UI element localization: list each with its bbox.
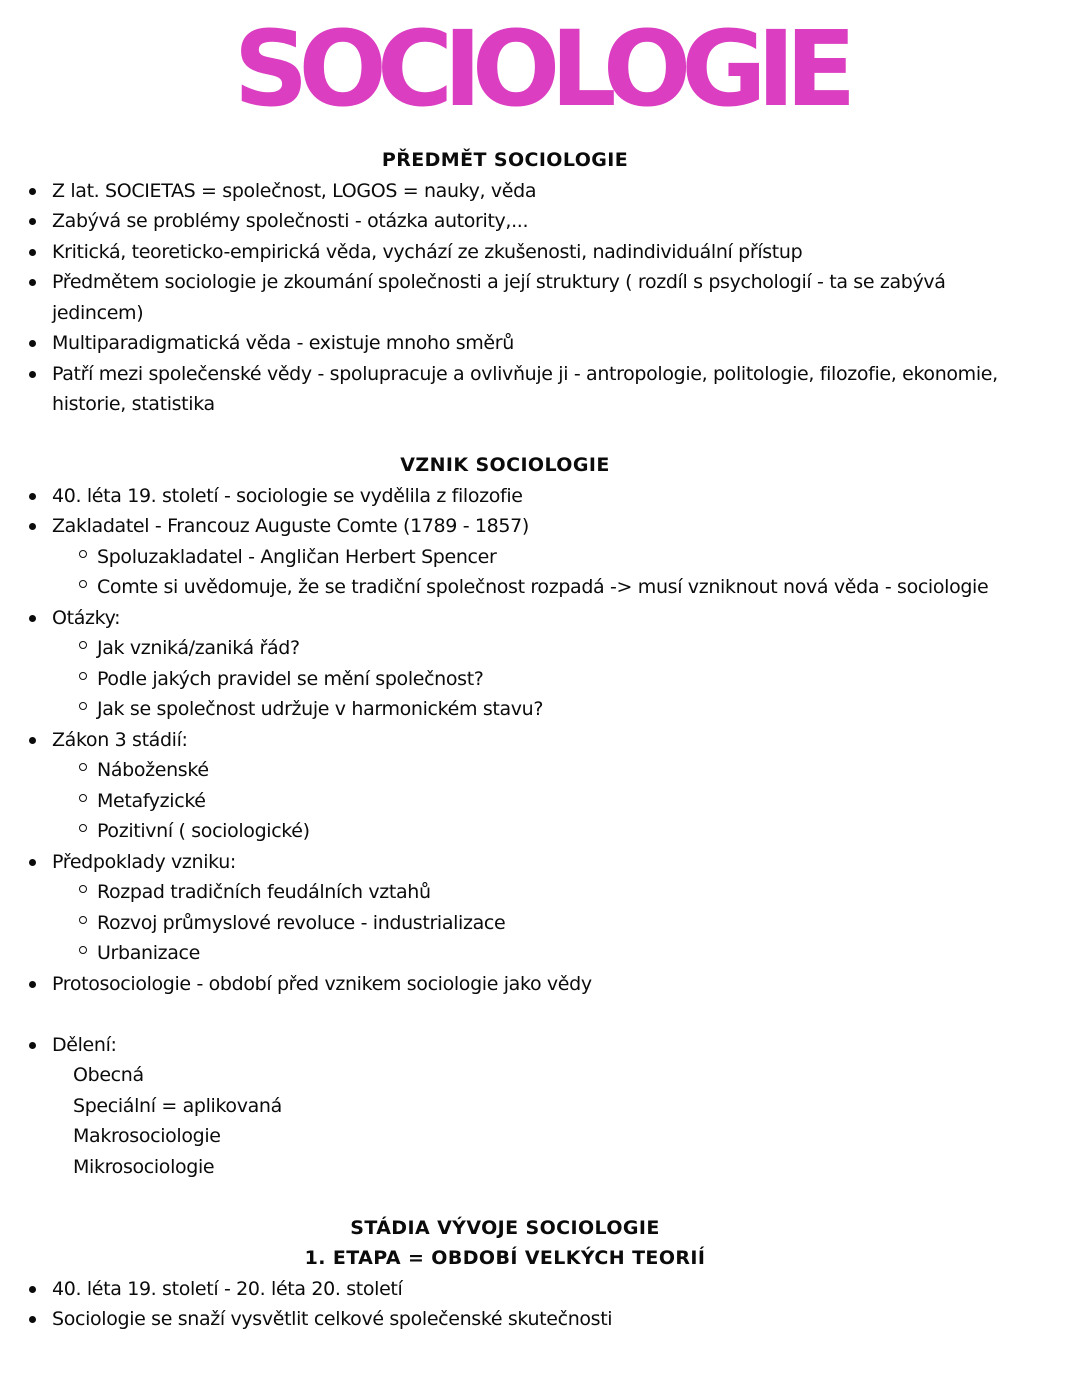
section-heading: 1. ETAPA = OBDOBÍ VELKÝCH TEORIÍ [304, 1247, 706, 1269]
bullet-item [0, 237, 1010, 268]
sub-bullet-item [0, 786, 1010, 817]
line-text: Jak se společnost udržuje v harmonickém stavu? [97, 698, 544, 720]
bullet-dot-icon [29, 859, 36, 866]
bullet-item [0, 267, 1010, 298]
blank-line [0, 999, 1010, 1030]
plain-item [0, 1152, 1010, 1183]
line-text: Mikrosociologie [73, 1155, 215, 1178]
blank-line [0, 420, 1010, 451]
bullet-item [0, 359, 1010, 390]
sub-bullet-item [0, 542, 1010, 573]
line-text: Multiparadigmatická věda - existuje mnoho směrů [52, 332, 514, 354]
plain-item [0, 1091, 1010, 1122]
bullet-item [0, 1274, 1010, 1305]
sub-bullet-item [0, 755, 1010, 786]
line-text: Obecná [73, 1064, 144, 1086]
circle-bullet-icon [79, 794, 87, 802]
bullet-item [0, 206, 1010, 237]
line-text: Předmětem sociologie je zkoumání společnosti a její struktury ( rozdíl s psychologií - ta se zabývá [52, 271, 946, 293]
plain-item [0, 1060, 1010, 1091]
bullet-item [0, 969, 1010, 1000]
line-text: Speciální = aplikovaná [73, 1094, 282, 1117]
bullet-dot-icon [29, 1286, 36, 1293]
sub-bullet-item [0, 664, 1010, 695]
line-text: Otázky: [52, 606, 121, 629]
bullet-dot-icon [29, 218, 36, 225]
line-text: Zákon 3 stádií: [52, 728, 188, 751]
line-text: Urbanizace [97, 942, 200, 964]
continuation-line [0, 389, 1010, 420]
bullet-dot-icon [29, 523, 36, 530]
line-text: Patří mezi společenské vědy - spolupracuje a ovlivňuje ji - antropologie, politologie, filozofie, ekonomie, [52, 362, 998, 385]
sub-bullet-item [0, 877, 1010, 908]
circle-bullet-icon [79, 550, 87, 558]
line-text: Kritická, teoreticko-empirická věda, vychází ze zkušenosti, nadindividuální přístup [52, 240, 803, 263]
line-text: Metafyzické [97, 789, 206, 812]
bullet-item [0, 603, 1010, 634]
line-text: Spoluzakladatel - Angličan Herbert Spencer [97, 545, 497, 568]
line-text: Comte si uvědomuje, že se tradiční společnost rozpadá -> musí vzniknout nová věda - sociologie [97, 576, 989, 598]
line-text: jedincem) [52, 301, 144, 324]
section-heading: STÁDIA VÝVOJE SOCIOLOGIE [350, 1216, 660, 1239]
line-text: 40. léta 19. století - 20. léta 20. století [52, 1277, 403, 1300]
document-title: SOCIOLOGIE [233, 8, 847, 130]
bullet-dot-icon [29, 615, 36, 622]
sub-bullet-item [0, 908, 1010, 939]
circle-bullet-icon [79, 885, 87, 893]
line-text: 40. léta 19. století - sociologie se vydělila z filozofie [52, 484, 523, 507]
circle-bullet-icon [79, 763, 87, 771]
bullet-item [0, 511, 1010, 542]
line-text: Sociologie se snaží vysvětlit celkové společenské skutečnosti [52, 1308, 613, 1330]
plain-item [0, 1121, 1010, 1152]
bullet-item [0, 1030, 1010, 1061]
section-heading: VZNIK SOCIOLOGIE [400, 454, 610, 476]
circle-bullet-icon [79, 641, 87, 649]
line-text: Rozvoj průmyslové revoluce - industrializace [97, 911, 506, 934]
bullet-item [0, 725, 1010, 756]
bullet-dot-icon [29, 981, 36, 988]
circle-bullet-icon [79, 672, 87, 680]
sub-bullet-item [0, 633, 1010, 664]
line-text: Rozpad tradičních feudálních vztahů [97, 881, 431, 903]
bullet-dot-icon [29, 737, 36, 744]
bullet-dot-icon [29, 249, 36, 256]
circle-bullet-icon [79, 946, 87, 954]
document-body [0, 145, 1010, 1335]
line-text: Pozitivní ( sociologické) [97, 820, 310, 842]
circle-bullet-icon [79, 916, 87, 924]
line-text: Dělení: [52, 1033, 117, 1056]
line-text: Zakladatel - Francouz Auguste Comte (1789 - 1857) [52, 515, 529, 537]
bullet-item [0, 328, 1010, 359]
line-text: Zabývá se problémy společnosti - otázka autority,... [52, 210, 529, 232]
circle-bullet-icon [79, 702, 87, 710]
line-text: Protosociologie - období před vznikem sociologie jako vědy [52, 972, 592, 995]
bullet-dot-icon [29, 371, 36, 378]
line-text: Podle jakých pravidel se mění společnost? [97, 667, 484, 690]
line-text: Náboženské [97, 759, 209, 781]
sub-bullet-item [0, 572, 1010, 603]
bullet-item [0, 176, 1010, 207]
bullet-item [0, 1304, 1010, 1335]
bullet-dot-icon [29, 279, 36, 286]
bullet-dot-icon [29, 188, 36, 195]
sub-bullet-item [0, 816, 1010, 847]
line-text: historie, statistika [52, 393, 215, 415]
bullet-dot-icon [29, 1316, 36, 1323]
circle-bullet-icon [79, 580, 87, 588]
bullet-dot-icon [29, 1042, 36, 1049]
section-heading: PŘEDMĚT SOCIOLOGIE [381, 149, 629, 171]
sub-bullet-item [0, 694, 1010, 725]
circle-bullet-icon [79, 824, 87, 832]
sub-bullet-item [0, 938, 1010, 969]
blank-line [0, 1182, 1010, 1213]
bullet-item [0, 481, 1010, 512]
continuation-line [0, 298, 1010, 329]
bullet-item [0, 847, 1010, 878]
line-text: Makrosociologie [73, 1125, 221, 1147]
bullet-dot-icon [29, 340, 36, 347]
line-text: Předpoklady vzniku: [52, 850, 236, 873]
bullet-dot-icon [29, 493, 36, 500]
line-text: Jak vzniká/zaniká řád? [97, 637, 300, 659]
line-text: Z lat. SOCIETAS = společnost, LOGOS = nauky, věda [52, 179, 537, 202]
